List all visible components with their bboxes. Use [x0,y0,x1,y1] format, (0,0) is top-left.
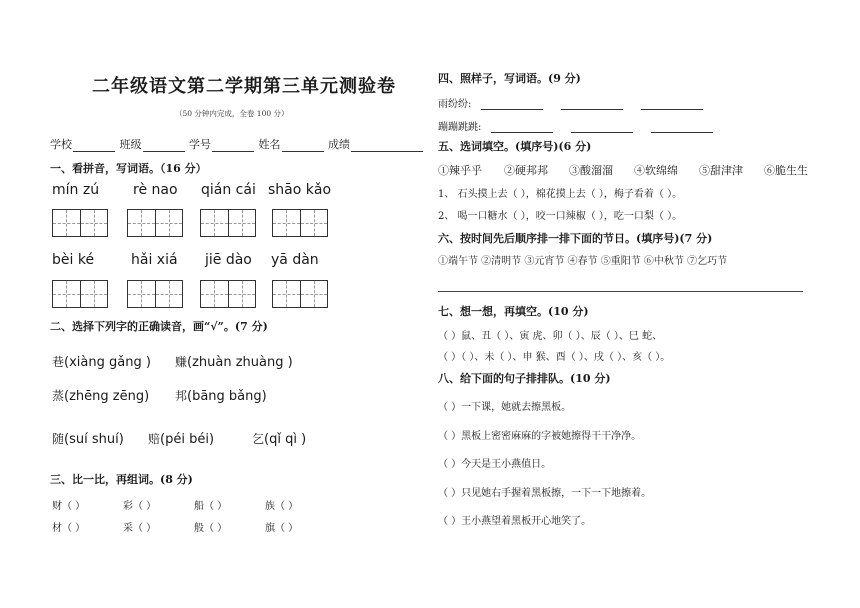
answer-blank[interactable] [561,99,623,110]
writing-grid[interactable] [52,209,108,237]
choice-char: 邦 [175,389,188,403]
example-row [438,118,731,133]
section6-heading: 六、按时间先后顺序排一排下面的节日。(填序号)(7 分) [438,232,713,245]
info-class-label: 班级 [119,138,142,151]
choice-pinyin: (qǐ qì ) [264,432,307,447]
reading-choice[interactable] [252,430,306,447]
compare-item[interactable]: 财（ ） [52,501,86,512]
word-option: ①辣乎乎 [438,164,482,177]
choice-pinyin: (suí shuí) [64,432,124,447]
compare-item[interactable]: 旗（ ） [265,523,299,534]
answer-blank[interactable] [481,99,543,110]
name-field[interactable] [282,139,324,152]
answer-blank[interactable] [571,122,633,133]
zodiac-line[interactable]: （ ）鼠、丑（ ）、寅 虎、卯（ ）、辰（ ）、巳 蛇、 [438,331,663,342]
writing-grid[interactable] [200,209,256,237]
number-field[interactable] [212,139,254,152]
info-number-label: 学号 [189,138,211,151]
writing-grid[interactable] [272,209,328,237]
festival-list: ①端午节 ②清明节 ③元宵节 ④春节 ⑤重阳节 ⑥中秋节 ⑦乞巧节 [438,256,728,267]
word-option: ⑤甜津津 [699,164,743,177]
reading-choice[interactable] [52,387,149,404]
section4-heading: 四、照样子，写词语。(9 分) [438,72,581,85]
example-label: 蹦蹦跳跳: [438,122,482,133]
info-score-label: 成绩 [328,138,350,151]
example-label: 雨纷纷: [438,99,472,110]
reading-choice[interactable] [175,353,293,370]
writing-grid[interactable] [127,209,183,237]
compare-item[interactable]: 族（ ） [265,501,299,512]
info-school-label: 学校 [50,138,72,151]
sentence-item[interactable]: （ ）黑板上密密麻麻的字被她擦得干干净净。 [438,431,642,442]
student-info-line [50,136,424,152]
choice-pinyin: (zhuàn zhuàng ) [187,355,293,370]
pinyin-word-3: qián cái [201,182,256,198]
sentence-item[interactable]: （ ）一下课，她就去擦黑板。 [438,402,572,413]
compare-item[interactable]: 般（ ） [194,523,228,534]
pinyin-word-1: mín zú [52,182,100,198]
writing-grid[interactable] [272,280,328,308]
word-option: ④软绵绵 [634,164,678,177]
section8-heading: 八、给下面的句子排排队。(10 分) [438,372,611,385]
writing-grid[interactable] [200,280,256,308]
score-field[interactable] [351,139,423,152]
answer-blank[interactable] [641,99,703,110]
compare-item[interactable]: 材（ ） [52,523,86,534]
page-subtitle: （50 分钟内完成，全卷 100 分） [175,109,289,118]
reading-choice[interactable] [52,353,151,370]
pinyin-word-7: jiē dào [205,252,252,268]
example-row [438,95,721,110]
choice-pinyin: (bāng bǎng) [187,389,267,404]
pinyin-word-5: bèi ké [52,252,95,268]
compare-item[interactable]: 船（ ） [194,501,228,512]
sentence-item[interactable]: （ ）只见她右手握着黑板擦，一下一下地擦着。 [438,488,652,499]
class-field[interactable] [143,139,185,152]
reading-choice[interactable] [175,387,267,404]
choice-char: 赔 [148,432,161,446]
word-option: ⑥脆生生 [764,164,808,177]
choice-char: 乞 [252,432,265,446]
choice-char: 随 [52,432,65,446]
pinyin-word-8: yā dàn [271,252,319,268]
school-field[interactable] [73,139,115,152]
word-option: ②硬邦邦 [504,164,548,177]
info-name-label: 姓名 [258,138,281,151]
choice-pinyin: (zhēng zēng) [64,389,150,404]
reading-choice[interactable] [52,430,124,447]
pinyin-word-2: rè nao [133,182,178,198]
answer-blank[interactable] [651,122,713,133]
fill-sentence[interactable]: 1、 石头摸上去（ ），棉花摸上去（ ），梅子看着（ ）。 [438,189,683,200]
section5-heading: 五、选词填空。(填序号)(6 分) [438,140,592,153]
writing-grid[interactable] [52,280,108,308]
section1-heading: 一、看拼音，写词语。（16 分） [50,162,207,175]
answer-line[interactable] [438,291,803,292]
writing-grid[interactable] [127,280,183,308]
answer-blank[interactable] [491,122,553,133]
fill-sentence[interactable]: 2、 喝一口糖水（ ），咬一口辣椒（ ），吃一口梨（ ）。 [438,211,683,222]
compare-item[interactable]: 采（ ） [123,523,157,534]
page-title: 二年级语文第二学期第三单元测验卷 [92,76,396,97]
choice-pinyin: (péi béi) [160,432,215,447]
choice-char: 巷 [52,355,65,369]
pinyin-word-6: hǎi xiá [131,252,178,268]
choice-char: 蒸 [52,389,65,403]
reading-choice[interactable] [148,430,214,447]
zodiac-line[interactable]: （ ）（ ）、未（ ）、申 猴、酉（ ）、戌（ ）、亥（ ）。 [438,352,671,363]
sentence-item[interactable]: （ ）王小燕望着黑板开心地笑了。 [438,516,592,527]
word-option: ③酸溜溜 [569,164,613,177]
sentence-item[interactable]: （ ）今天是王小燕值日。 [438,459,552,470]
choice-char: 赚 [175,355,188,369]
section2-heading: 二、选择下列字的正确读音，画“√”。(7 分) [50,320,268,333]
pinyin-word-4: shāo kǎo [268,182,332,198]
section3-heading: 三、比一比，再组词。(8 分) [50,473,193,486]
section7-heading: 七、想一想，再填空。(10 分) [438,305,589,318]
compare-item[interactable]: 彩（ ） [123,501,157,512]
choice-pinyin: (xiàng gǎng ) [64,355,151,370]
